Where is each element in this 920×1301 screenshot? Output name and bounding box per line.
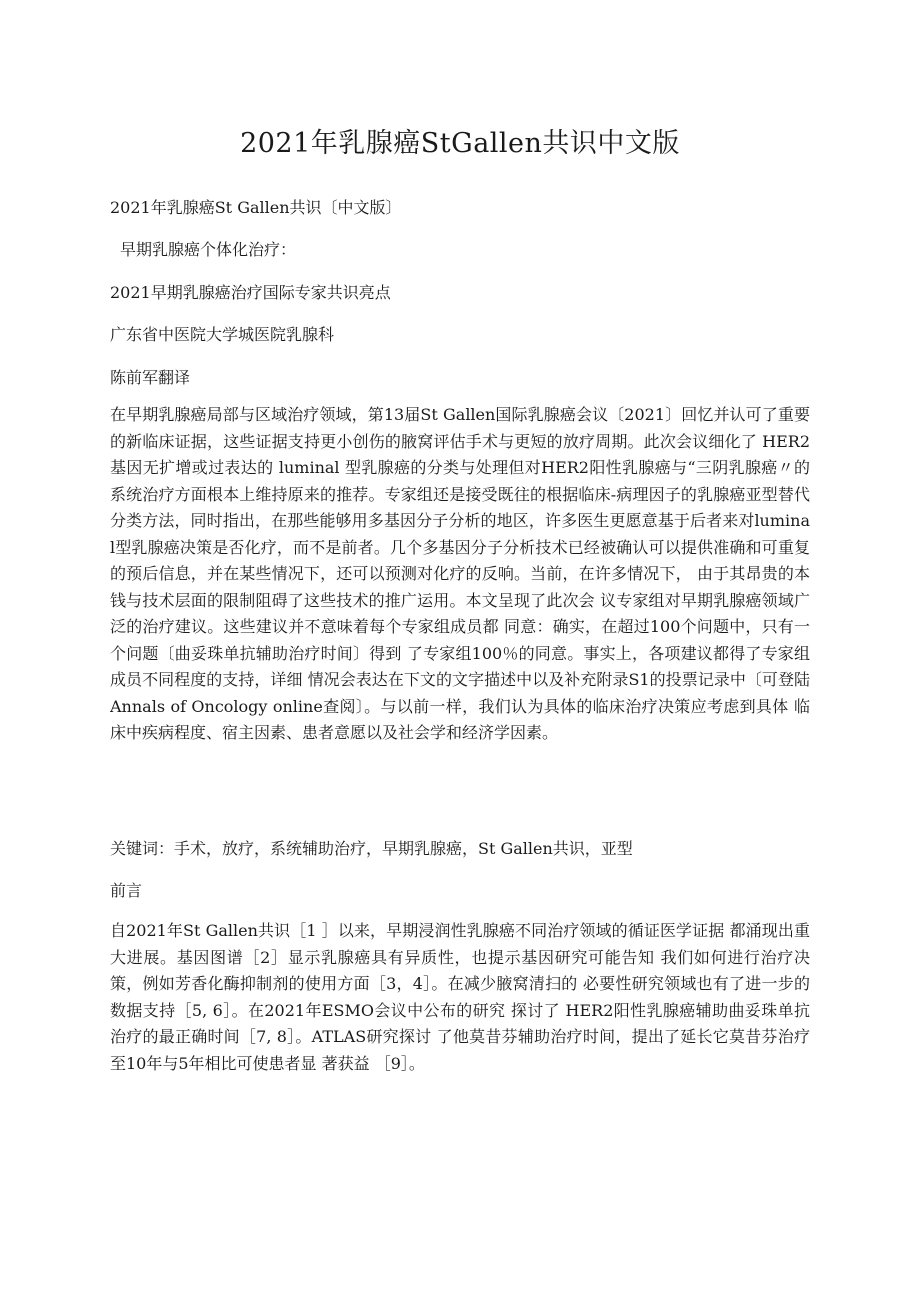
preface-heading: 前言	[110, 881, 143, 900]
abstract-paragraph: 在早期乳腺癌局部与区域治疗领域，第13届St Gallen国际乳腺癌会议〔2021〕回忆并认可了重要的新临床证据，这些证据支持更小创伤的腋窝评估手术与更短的放疗周期。此次会议细化了 HER2 基因无扩增或过表达的 luminal 型乳腺癌的分类与处理但对HER2阳性乳腺癌与“三阴乳腺癌〃的系统治疗方面根本上维持原来的推荐。专家组还是接受既往的根据临床-病理因子的乳腺癌亚型替代分类方法，同时指出，在那些能够用多基因分子分析的地区，许多医生更愿意基于后者来对luminal型乳腺癌决策是否化疗，而不是前者。几个多基因分子分析技术已经被确认可以提供准确和可重复的预后信息，并在某些情况下，还可以预测对化疗的反响。当前，在许多情况下， 由于其昂贵的本钱与技术层面的限制阻碍了这些技术的推广运用。本文呈现了此次会 议专家组对早期乳腺癌领域广泛的治疗建议。这些建议并不意味着每个专家组成员都 同意：确实，在超过100个问题中，只有一个问题〔曲妥珠单抗辅助治疗时间〕得到 了专家组100％的同意。事实上，各项建议都得了专家组成员不同程度的支持，详细 情况会表达在下文的文字描述中以及补充附录S1的投票记录中〔可登陆Annals of Oncology online查阅〕。与以前一样，我们认为具体的临床治疗决策应考虑到具体 临床中疾病程度、宿主因素、患者意愿以及社会学和经济学因素。	[110, 405, 810, 742]
introduction-paragraph: 自2021年St Gallen共识［1 ］以来，早期浸润性乳腺癌不同治疗领域的循证医学证据 都涌现出重大进展。基因图谱［2］显示乳腺癌具有异质性，也提示基因研究可能告知 我们如何进行治疗决策，例如芳香化酶抑制剂的使用方面［3，4］。在减少腋窝清扫的 必要性研究领域也有了进一步的数据支持［5, 6］。在2021年ESMO会议中公布的研究 探讨了 HER2阳性乳腺癌辅助曲妥珠单抗治疗的最正确时间［7, 8］。ATLAS研究探讨 了他莫昔芬辅助治疗时间，提出了延长它莫昔芬治疗至10年与5年相比可使患者显 著获益 ［9］。	[110, 921, 810, 1073]
keywords-line: 关键词：手术，放疗，系统辅助治疗，早期乳腺癌，St Gallen共识，亚型	[110, 839, 633, 858]
topic-line: 早期乳腺癌个体化治疗：	[120, 240, 297, 259]
document-title: 2021年乳腺癌StGallen共识中文版	[240, 128, 680, 159]
department-line: 广东省中医院大学城医院乳腺科	[110, 325, 335, 344]
document-subtitle: 2021年乳腺癌St Gallen共识〔中文版〕	[110, 198, 402, 217]
highlight-line: 2021早期乳腺癌治疗国际专家共识亮点	[110, 283, 391, 302]
translator-line: 陈前军翻译	[110, 368, 191, 387]
